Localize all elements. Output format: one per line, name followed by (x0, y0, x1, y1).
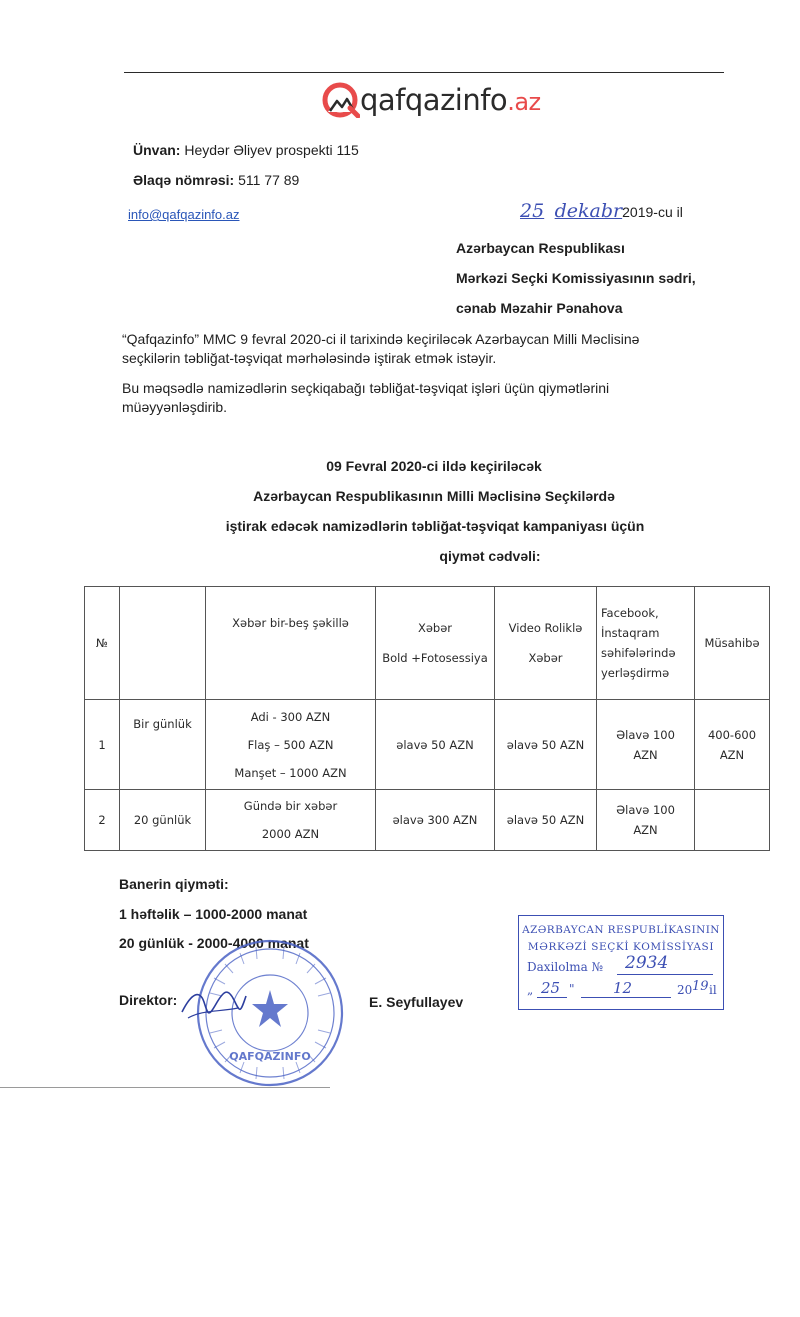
header-period (120, 587, 206, 700)
recipient-line-3: cənab Məzahir Pənahova (456, 300, 623, 316)
paragraph-1-line-1: “Qafqazinfo” MMC 9 fevral 2020-ci il tarixində keçiriləcək Azərbaycan Milli Məclisinə (122, 331, 640, 347)
letter-date (520, 200, 683, 222)
row-1-no: 1 (85, 700, 120, 790)
table-title-line-2: Azərbaycan Respublikasının Milli Məclisinə Seçkilərdə (253, 488, 615, 504)
email-line (128, 206, 240, 224)
company-logo (322, 80, 541, 120)
phone-label: Əlaqə nömrəsi: (133, 172, 235, 188)
stamp-date-month: 12 (613, 979, 633, 997)
stamp-open-quote: „ (527, 983, 534, 997)
address-value: Heydər Əliyev prospekti 115 (184, 142, 359, 158)
stamp-year-suffix: 19 (692, 979, 709, 994)
row-2-no: 2 (85, 790, 120, 851)
header-bold: Xəbər Bold +Fotosessiya (376, 587, 495, 700)
phone-value: 511 77 89 (238, 172, 300, 188)
row-1-news: Adi - 300 AZN Flaş – 500 AZN Manşet – 1000 AZN (206, 700, 376, 790)
header-no: № (85, 587, 120, 700)
director-signature (178, 982, 248, 1024)
director-name: E. Seyfullayev (369, 994, 464, 1010)
stamp-line-1: AZƏRBAYCAN RESPUBLİKASININ (522, 924, 720, 936)
table-header-row (85, 587, 770, 700)
email-link[interactable]: info@qafqazinfo.az (128, 207, 240, 222)
banner-title: Banerin qiyməti: (119, 876, 229, 892)
date-hand-month: dekabr (554, 200, 623, 222)
address-label: Ünvan: (133, 142, 181, 158)
paragraph-1-line-2: seçkilərin təbliğat-təşviqat mərhələsində iştirak etmək istəyir. (122, 350, 497, 366)
stamp-day-underline (537, 997, 567, 998)
stamp-date-day: 25 (541, 979, 561, 997)
row-1-bold: əlavə 50 AZN (376, 700, 495, 790)
logo-domain-text: .az (507, 88, 541, 116)
date-suffix: 2019-cu il (622, 204, 683, 220)
phone-line (133, 172, 299, 188)
table-title-line-1: 09 Fevral 2020-ci ildə keçiriləcək (326, 458, 542, 474)
row-1-social: Əlavə 100 AZN (597, 700, 695, 790)
table-title-line-4: qiymət cədvəli: (439, 548, 541, 564)
header-news: Xəbər bir-beş şəkillə (206, 587, 376, 700)
recipient-line-2: Mərkəzi Seçki Komissiyasının sədri, (456, 270, 696, 286)
row-2-social: Əlavə 100 AZN (597, 790, 695, 851)
paragraph-1 (122, 330, 639, 368)
table-title-line-3: iştirak edəcək namizədlərin təbliğat-təşviqat kampaniyası üçün (225, 518, 645, 534)
table-row (85, 700, 770, 790)
stamp-line-2: MƏRKƏZİ SEÇKİ KOMİSSİYASI (527, 941, 715, 953)
logo-wordmark (360, 83, 541, 117)
header-social: Facebook, İnstaqram səhifələrində yerləşdirmə (597, 587, 695, 700)
banner-line-1: 1 həftəlik – 1000-2000 manat (119, 906, 308, 922)
director-label: Direktor: (119, 992, 178, 1008)
registration-stamp (518, 915, 724, 1010)
price-table (84, 586, 770, 851)
stamp-number: 2934 (625, 953, 669, 973)
paragraph-2 (122, 379, 609, 417)
paragraph-2-line-1: Bu məqsədlə namizədlərin seçkiqabağı təbliğat-təşviqat işləri üçün qiymətlərini (122, 380, 610, 396)
row-1-period: Bir günlük (120, 700, 206, 790)
paragraph-2-line-2: müəyyənləşdirib. (122, 399, 228, 415)
header-interview: Müsahibə (695, 587, 770, 700)
logo-main-text: qafqazinfo (360, 83, 508, 117)
header-video: Video Roliklə Xəbər (495, 587, 597, 700)
recipient-line-1: Azərbaycan Respublikası (456, 240, 625, 256)
row-2-interview (695, 790, 770, 851)
row-1-video: əlavə 50 AZN (495, 700, 597, 790)
stamp-close-quote: " (569, 982, 575, 996)
row-2-news: Gündə bir xəbər 2000 AZN (206, 790, 376, 851)
seal-center-text: QAFQAZINFO (229, 1050, 311, 1063)
row-2-bold: əlavə 300 AZN (376, 790, 495, 851)
table-row (85, 790, 770, 851)
footer-rule (0, 1087, 330, 1088)
row-2-video: əlavə 50 AZN (495, 790, 597, 851)
logo-mountain-icon (322, 82, 360, 118)
row-1-interview: 400-600 AZN (695, 700, 770, 790)
banner-line-2: 20 günlük - 2000-4000 manat (119, 935, 309, 951)
stamp-il: il (709, 983, 717, 997)
row-2-period: 20 günlük (120, 790, 206, 851)
address-line (133, 142, 359, 158)
stamp-year-prefix: 20 (677, 983, 693, 997)
stamp-number-underline (617, 974, 713, 975)
header-rule (124, 72, 724, 73)
date-hand-day: 25 (520, 200, 545, 222)
stamp-label: Daxilolma № (527, 960, 603, 974)
stamp-month-underline (581, 997, 671, 998)
